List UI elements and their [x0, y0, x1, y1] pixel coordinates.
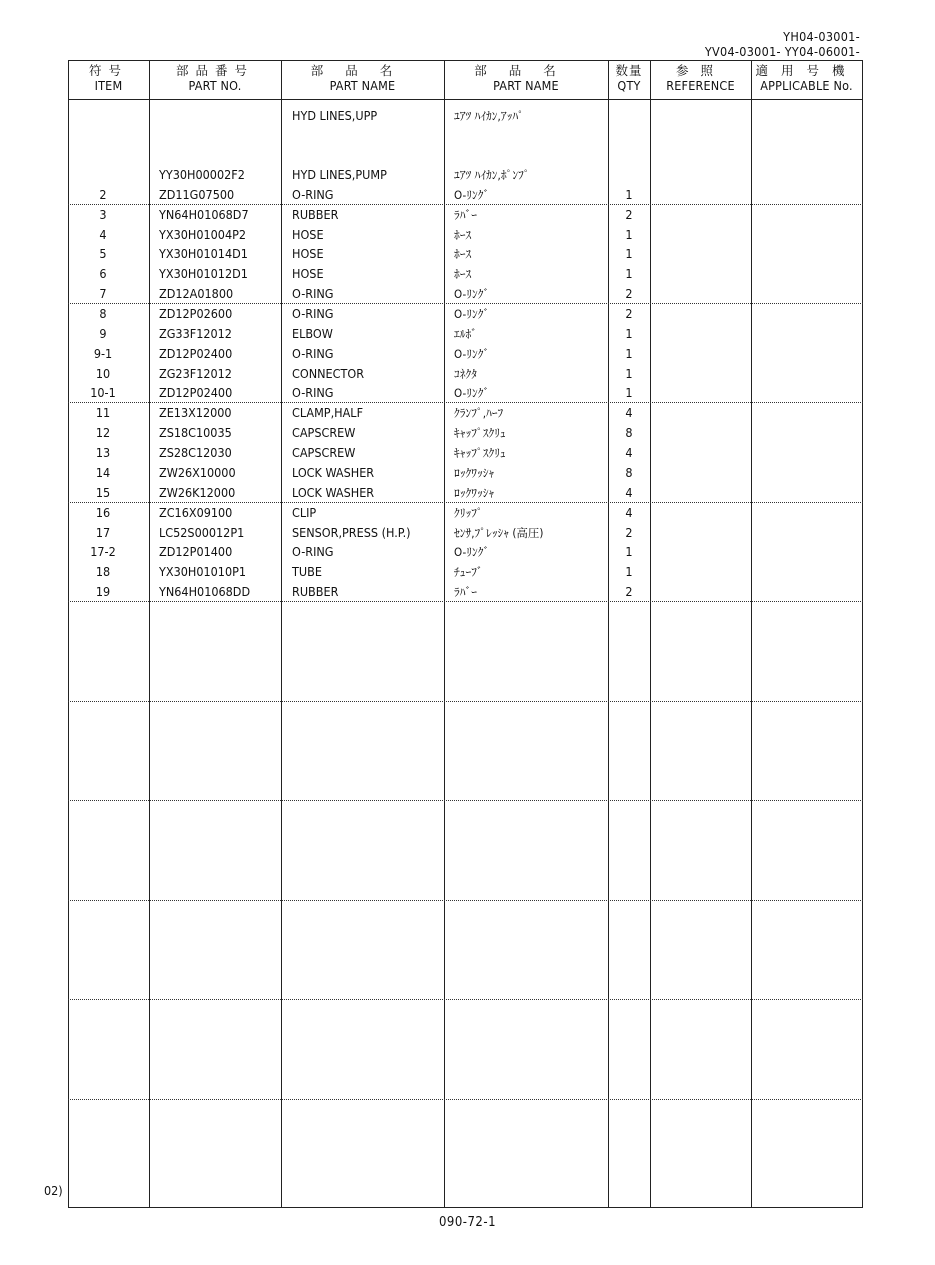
- table-top-rule: [68, 60, 863, 61]
- page-code: 02): [44, 1183, 63, 1198]
- header-reference: 参照 REFERENCE: [666, 63, 735, 93]
- table-row: 11 ZE13X12000 CLAMP,HALF ｸﾗﾝﾌﾟ,ﾊｰﾌ 4: [95, 405, 633, 420]
- applicable-serial-line-2: YV04-03001- YY04-06001-: [704, 44, 860, 59]
- applicable-serial-line-1: YH04-03001-: [783, 29, 860, 44]
- table-row: HYD LINES,UPP ﾕｱﾂ ﾊｲｶﾝ,ｱｯﾊﾟ: [292, 108, 524, 123]
- table-row: 14 ZW26X10000 LOCK WASHER ﾛｯｸﾜｯｼｬ 8: [95, 465, 633, 480]
- table-row: 8 ZD12P02600 O-RING O-ﾘﾝｸﾞ 2: [99, 306, 633, 321]
- header-applicable-no: 適用号機 APPLICABLE No.: [755, 63, 858, 93]
- table-row: 5 YX30H01014D1 HOSE ﾎｰｽ 1: [99, 246, 633, 261]
- parts-table: [68, 60, 863, 1208]
- table-row: 3 YN64H01068D7 RUBBER ﾗﾊﾞｰ 2: [99, 207, 633, 222]
- row-group-separator: [68, 999, 863, 1000]
- table-row: 18 YX30H01010P1 TUBE ﾁｭｰﾌﾞ 1: [95, 564, 633, 579]
- table-row: 2 ZD11G07500 O-RING O-ﾘﾝｸﾞ 1: [99, 187, 633, 202]
- table-row: 9-1 ZD12P02400 O-RING O-ﾘﾝｸﾞ 1: [93, 346, 633, 361]
- row-group-separator: [68, 900, 863, 901]
- row-group-separator: [68, 601, 863, 602]
- table-row: 17 LC52S00012P1 SENSOR,PRESS (H.P.) ｾﾝｻ,ﾌﾟﾚｯｼｬ (高圧) 2: [95, 525, 633, 540]
- table-row: 17-2 ZD12P01400 O-RING O-ﾘﾝｸﾞ 1: [90, 544, 633, 559]
- row-group-separator: [68, 800, 863, 801]
- page-number: 090-72-1: [438, 1215, 497, 1230]
- table-row: 16 ZC16X09100 CLIP ｸﾘｯﾌﾟ 4: [95, 505, 633, 520]
- table-row: 10 ZG23F12012 CONNECTOR ｺﾈｸﾀ 1: [95, 366, 633, 381]
- header-part-name-jp: 部品名 PART NAME: [474, 63, 578, 93]
- table-row: 12 ZS18C10035 CAPSCREW ｷｬｯﾌﾟｽｸﾘｭ 8: [95, 425, 633, 440]
- header-item: 符号 ITEM: [88, 63, 128, 93]
- table-row: 10-1 ZD12P02400 O-RING O-ﾘﾝｸﾞ 1: [90, 385, 633, 400]
- table-row: 9 ZG33F12012 ELBOW ｴﾙﾎﾞ 1: [99, 326, 633, 341]
- table-row: 4 YX30H01004P2 HOSE ﾎｰｽ 1: [99, 227, 633, 242]
- header-bottom-rule: [68, 99, 863, 100]
- table-row: 19 YN64H01068DD RUBBER ﾗﾊﾞｰ 2: [95, 584, 633, 599]
- row-group-separator: [68, 1099, 863, 1100]
- table-row: 7 ZD12A01800 O-RING O-ﾘﾝｸﾞ 2: [99, 286, 633, 301]
- row-group-separator: [68, 701, 863, 702]
- page-bottom-rule: [68, 1207, 863, 1208]
- header-part-no: 部品番号 PART NO.: [175, 63, 254, 93]
- header-qty: 数量 QTY: [615, 63, 643, 93]
- table-row: 15 ZW26K12000 LOCK WASHER ﾛｯｸﾜｯｼｬ 4: [95, 485, 633, 500]
- table-row: 13 ZS28C12030 CAPSCREW ｷｬｯﾌﾟｽｸﾘｭ 4: [95, 445, 633, 460]
- table-row: YY30H00002F2 HYD LINES,PUMP ﾕｱﾂ ﾊｲｶﾝ,ﾎﾟﾝﾌﾟ: [159, 167, 530, 182]
- header-part-name-en: 部品名 PART NAME: [310, 63, 415, 93]
- table-row: 6 YX30H01012D1 HOSE ﾎｰｽ 1: [99, 266, 633, 281]
